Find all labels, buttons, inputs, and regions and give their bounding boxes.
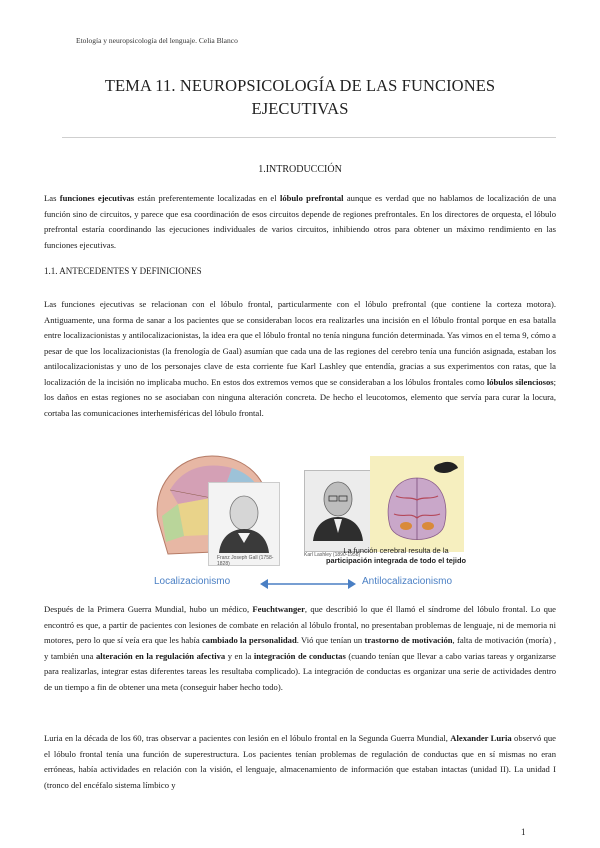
figure-caption-line-2: participación integrada de todo el tejido: [325, 556, 467, 565]
despues-text-5: y en la: [225, 650, 254, 661]
rat-brain-diagram: [370, 456, 464, 552]
title-line-2: EJECUTIVAS: [251, 99, 349, 118]
gall-portrait-drawing: [209, 483, 279, 553]
title-line-1: TEMA 11. NEUROPSICOLOGÍA DE LAS FUNCIONES: [104, 76, 496, 95]
intro-text-2: están preferentemente localizadas en el: [134, 193, 280, 203]
despues-bold-alteracion-regulacion: alteración en la regulación afectiva: [95, 650, 226, 661]
section-title: 1.INTRODUCCIÓN: [258, 164, 342, 175]
luria-bold-alexander-luria: Alexander Luria: [450, 733, 512, 743]
intro-bold-lobulo-prefrontal: lóbulo prefrontal: [279, 193, 344, 203]
subsection-title: 1.1. ANTECEDENTES Y DEFINICIONES: [44, 266, 202, 276]
intro-text-3: aunque es verdad que no hablamos de localización de una función sino de circuitos, y parece que esa coordinación de esos circuitos depende de regiones prefrontales. En los directores de orquesta, el lóbulo prefrontal estaría coordinando las ejecuciones individuales de varios circuitos, inhibiendo otros para obtener un máximo rendimiento en las funciones ejecutivas.: [44, 193, 557, 250]
figure-localizacionismo: [148, 442, 468, 594]
antecedentes-paragraph: [44, 297, 556, 421]
despues-text-4: , falta de motivación (moría) , y también una: [44, 635, 556, 661]
despues-bold-trastorno-motivacion: trastorno de motivación: [364, 635, 453, 645]
header-note: Etología y neuropsicología del lenguaje. Celia Blanco: [76, 36, 238, 45]
label-antilocalizacionismo: Antilocalizacionismo: [362, 576, 453, 587]
label-localizacionismo: Localizacionismo: [154, 576, 231, 587]
luria-text-1: Luria en la década de los 60, tras observar a pacientes con lesión en el lóbulo frontal en la Segunda Guerra Mundial,: [44, 733, 451, 743]
rat-brain-drawing: [370, 456, 464, 552]
antecedentes-text-1: Las funciones ejecutivas se relacionan con el lóbulo frontal, particularmente con el lóbulo prefrontal (que contiene la corteza motora). Antiguamente, una forma de sanar a los pacientes que se consideraban locos era realizarles una incisión en el lóbulo frontal porque en esa batalla entre localizacionistas y antilocalizacionistas, la idea era que el lóbulo frontal no tenía ninguna función determinada. Yas vimos en el tema 9, cómo a pesar de que los localizacionistas (la frenología de Gaal) asumían que cada una de las regiones del cerebro tenía una función asignada, estaban los antilocalizacionistas y uno de los personajes clave de esta corriente fue Karl Lashley que entendía, gracias a sus experimentos con ratas, que la localización de la incisión no implicaba mucho. En estos dos extremos vemos que se consideraban a los lóbulos frontales como: [44, 299, 556, 387]
despues-text-3: . Vió que tenían un: [296, 635, 365, 645]
despues-bold-cambiado-personalidad: cambiado la personalidad: [201, 635, 297, 645]
antecedentes-text-2: ; los daños en estas regiones no se asociaban con ninguna alteración concreta. De hecho el leucotomos, elemento que servía para curar la locura, cortaba las comunicaciones interhemisféricas del lóbulo frontal.: [44, 376, 557, 418]
page-number: 1: [521, 827, 526, 837]
gall-portrait: [208, 482, 280, 566]
figure-caption-line-1: La función cerebral resulta de la: [343, 546, 449, 555]
lashley-portrait-drawing: [305, 471, 371, 541]
despues-text-1: Después de la Primera Guerra Mundial, hubo un médico,: [44, 604, 253, 614]
despues-paragraph: [44, 602, 556, 695]
despues-bold-integracion-conductas: integración de conductas: [253, 650, 346, 661]
title-divider: [62, 137, 556, 138]
despues-text-2: , que describió lo que él llamó el síndrome del lóbulo frontal. Lo que encontró es que, a partir de pacientes con lesiones de combate en relación al lóbulo frontal, no presentaban problemas de lenguaje, ni de memoria ni motores, pero lo que sí veía era que les había: [44, 604, 556, 645]
luria-text-2: observó que el lóbulo frontal tenía una función de superestructura. Los pacientes tenían problemas de regulación de conductas que en sí mismas no eran erróneas, había actividades en relación con la visión, el lenguaje, almacenamiento de información que estaban intactas (unidad II). La unidad I (tronco del encéfalo sistema límbico y: [44, 733, 557, 790]
lashley-portrait-caption: Karl Lashley (1890-1958): [304, 552, 361, 558]
intro-text-1: Las: [44, 193, 60, 203]
gall-portrait-caption: Franz Joseph Gall (1758-1828): [217, 555, 274, 567]
despues-text-6: (cuando tenían que llevar a cabo varias tareas y organizarse para realizarlas, integrar estas diferentes tareas les resultaba complicado). La integración de conductas es organizar una serie de actividades dentro de un tiempo a fin de obtener una meta (conseguir haber hecho todo).: [44, 650, 556, 692]
intro-bold-funciones-ejecutivas: funciones ejecutivas: [59, 193, 135, 203]
figure-caption: [316, 546, 476, 566]
despues-bold-feuchtwanger: Feuchtwanger: [252, 604, 305, 614]
double-arrow-icon: [260, 578, 356, 590]
antecedentes-bold-lobulos-silenciosos: lóbulos silenciosos: [486, 376, 554, 387]
luria-paragraph: [44, 731, 556, 793]
lashley-portrait: [304, 470, 372, 552]
page-title: [60, 74, 540, 120]
intro-paragraph: [44, 191, 556, 253]
